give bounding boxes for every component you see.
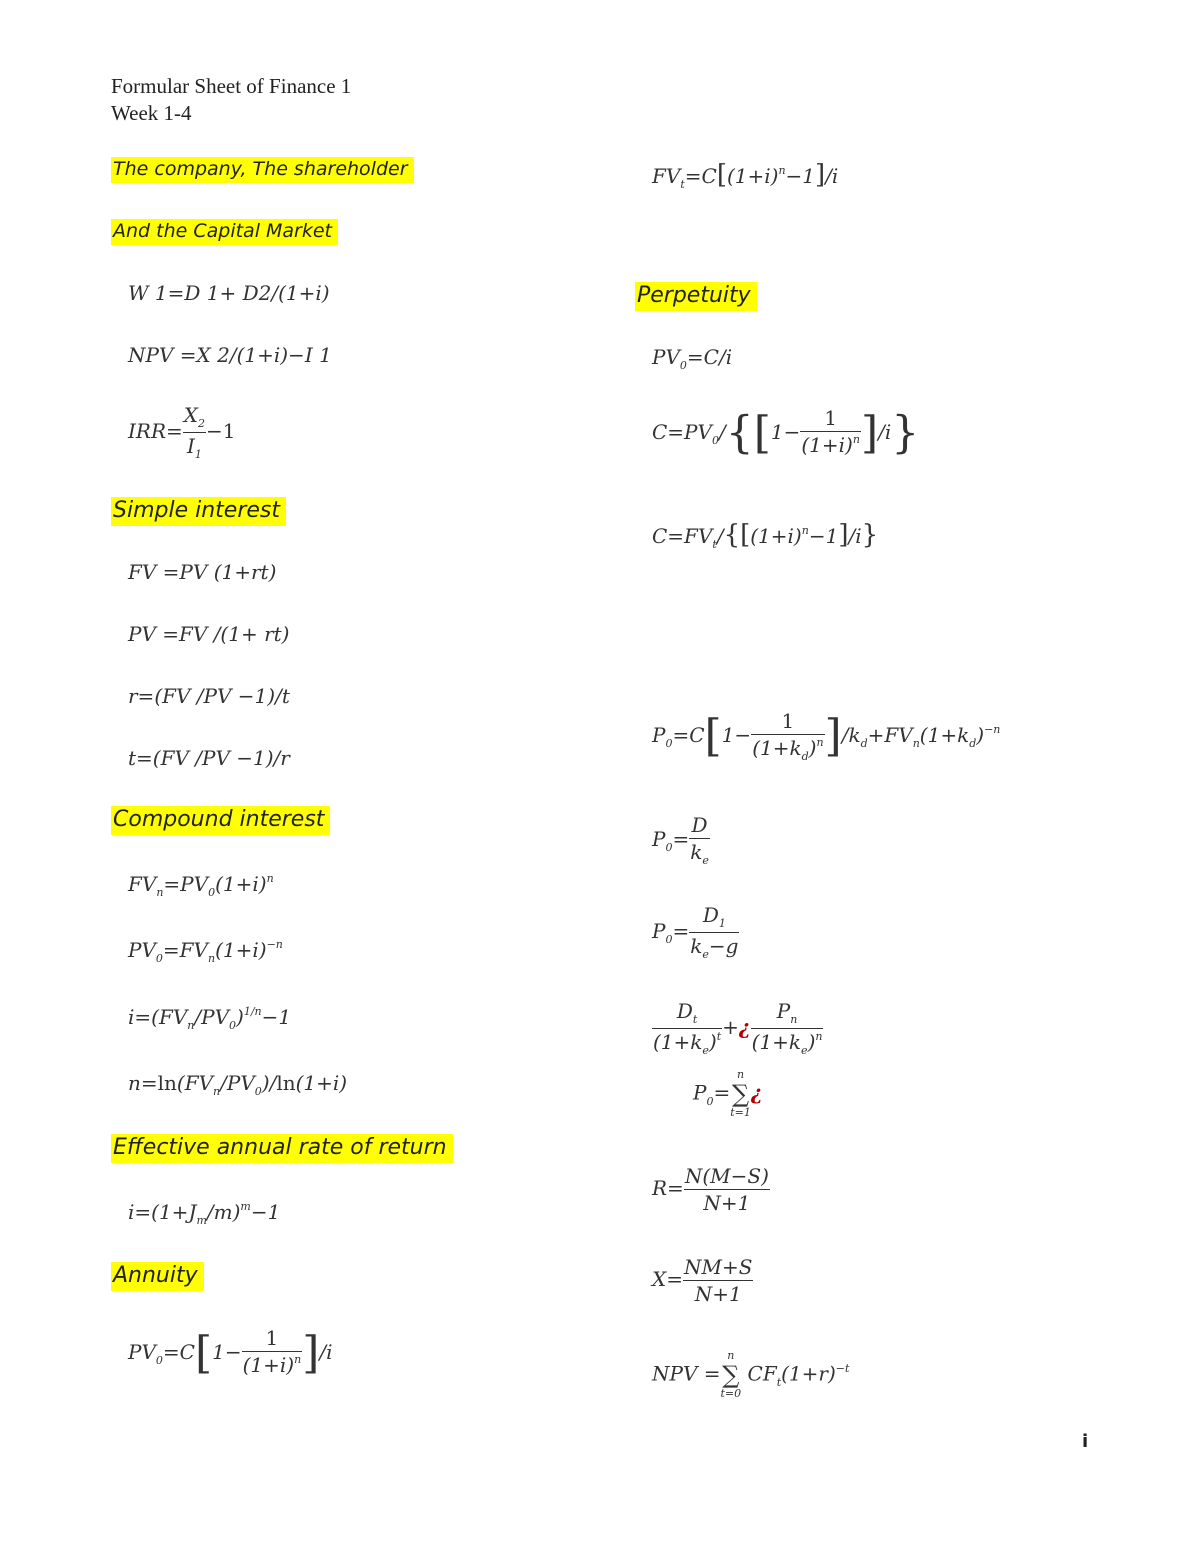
formula-compound-i: $i=(FV_n/PV_0)^{1/n}-1$	[128, 1005, 292, 1032]
formula-ex-rights-price: X= $\frac{NM+S}{N+1}$	[652, 1255, 753, 1306]
formula-perpetual-dividend: $P_0=$ $\frac{D}{k_e}$	[652, 813, 709, 867]
formula-compound-pv: $PV_0=FV_n(1+i)^{-n}$	[128, 938, 283, 965]
formula-effective-rate: $i=(1+J_m/m)^m-1$	[128, 1200, 281, 1227]
formula-irr: IRR= $\frac{X_2}{I_1}$ −1	[128, 403, 236, 461]
formula-simple-r: r=(FV /PV −1)/t	[128, 684, 290, 708]
formula-compound-fv: $FV_n=PV_0(1+i)^n$	[128, 872, 274, 899]
formula-simple-t: t=(FV /PV −1)/r	[128, 746, 290, 770]
heading-effective-rate: Effective annual rate of return	[111, 1134, 453, 1163]
formula-payment-pv: $C=PV_0/\{[1-$ $\frac{1}{(1+i)^n}$ ]/i}	[652, 406, 920, 459]
page-title: Formular Sheet of Finance 1 Week 1-4	[111, 74, 352, 125]
heading-simple-interest: Simple interest	[111, 497, 286, 526]
formula-dividend-terms: $\frac{D_t}{(1+k_e)^t}$ +¿ $\frac{P_n}{(1+k_e)^n}$	[653, 999, 823, 1057]
formula-npv: NPV =X 2/(1+i)−I 1	[128, 343, 332, 367]
formula-payment-fv: $C=FV_t/\{[(1+i)^n-1]/i\}$	[652, 520, 879, 551]
formula-annuity-pv: $PV_0=C[1-$ $\frac{1}{(1+i)^n}$ ]/i	[128, 1326, 333, 1379]
formula-perpetuity-pv: $PV_0=C/i$	[652, 345, 733, 372]
page-number: i	[1082, 1431, 1089, 1452]
heading-compound-interest: Compound interest	[111, 806, 330, 835]
formula-bond-price: $P_0=C[1-$ $\frac{1}{(1+k_d)^n}$ ]$/k_d+FV_n(1+k_d)^{-n}$	[652, 709, 1001, 763]
formula-gordon-growth: $P_0=$ $\frac{D_1}{k_e-g}$	[652, 903, 739, 961]
formula-dividend-sum: $P_0=$ n ∑ t=1 ¿	[693, 1068, 763, 1119]
formula-annuity-fv: $FV_t=C[(1+i)^n-1]/i$	[652, 160, 839, 191]
formula-simple-pv: PV =FV /(1+ rt)	[128, 622, 290, 646]
formula-rights-value: R= $\frac{N(M-S)}{N+1}$	[652, 1164, 769, 1215]
heading-perpetuity: Perpetuity	[635, 282, 757, 311]
heading-company: The company, The shareholder	[111, 157, 414, 183]
formula-wealth: W 1=D 1+ D2/(1+i)	[128, 281, 330, 305]
formula-compound-n: $n=\ln(FV_n/PV_0)/\ln(1+i)$	[128, 1071, 348, 1098]
formula-npv-sum: NPV = n ∑ t=0 $CF_t(1+r)^{-t}$	[652, 1349, 850, 1400]
heading-annuity: Annuity	[111, 1262, 204, 1291]
heading-capital-market: And the Capital Market	[111, 219, 338, 245]
formula-simple-fv: FV =PV (1+rt)	[128, 560, 277, 584]
